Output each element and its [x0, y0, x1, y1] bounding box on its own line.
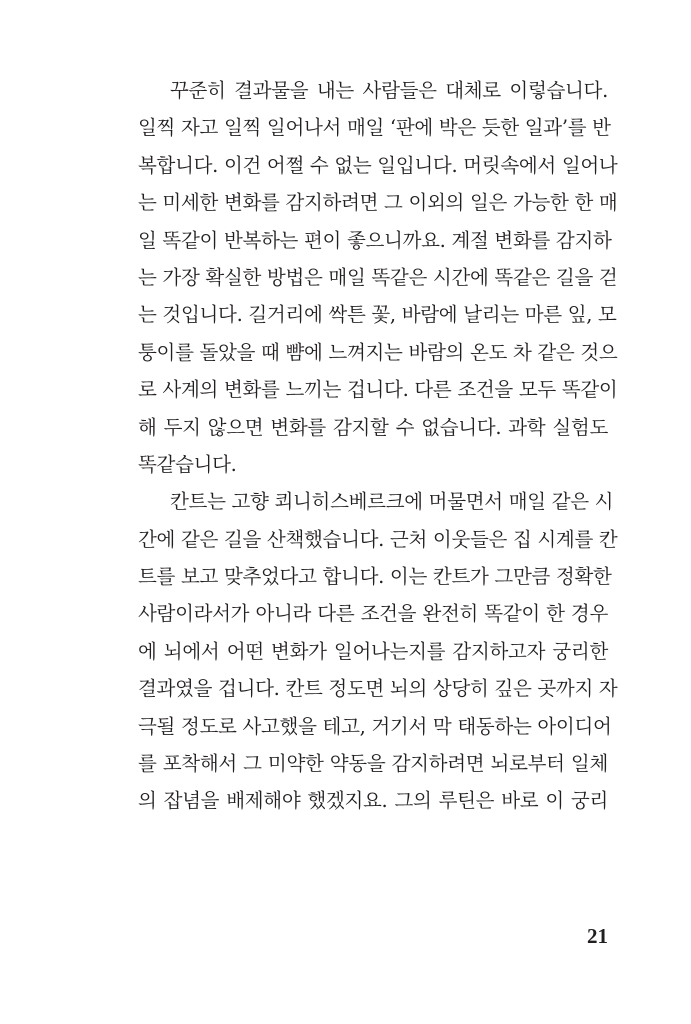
text-line: 꾸준히 결과물을 내는 사람들은 대체로 이렇습니다. — [170, 79, 608, 102]
text-line: 일 똑같이 반복하는 편이 좋으니까요. 계절 변화를 감지하 — [138, 228, 612, 252]
text-line: 트를 보고 맞추었다고 합니다. 이는 칸트가 그만큼 정확한 — [138, 565, 612, 589]
text-line: 는 미세한 변화를 감지하려면 그 이외의 일은 가능한 한 매 — [138, 191, 618, 215]
text-line: 는 것입니다. 길거리에 싹튼 꽃, 바람에 날리는 마른 잎, 모 — [138, 303, 617, 327]
text-line: 를 포착해서 그 미약한 약동을 감지하려면 뇌로부터 일체 — [138, 752, 608, 776]
text-line: 극될 정도로 사고했을 테고, 거기서 막 태동하는 아이디어 — [138, 714, 612, 738]
text-line: 복합니다. 이건 어쩔 수 없는 일입니다. 머릿속에서 일어나 — [138, 153, 618, 177]
text-line: 퉁이를 돌았을 때 뺨에 느껴지는 바람의 온도 차 같은 것으 — [138, 340, 618, 364]
text-line: 똑같습니다. — [138, 452, 237, 476]
text-line: 로 사계의 변화를 느끼는 겁니다. 다른 조건을 모두 똑같이 — [138, 378, 618, 402]
text-line: 사람이라서가 아니라 다른 조건을 완전히 똑같이 한 경우 — [138, 602, 608, 626]
text-line: 일찍 자고 일찍 일어나서 매일 ‘판에 박은 듯한 일과’를 반 — [138, 116, 611, 140]
text-line: 해 두지 않으면 변화를 감지할 수 없습니다. 과학 실험도 — [138, 415, 608, 439]
text-line: 에 뇌에서 어떤 변화가 일어나는지를 감지하고자 궁리한 — [138, 639, 608, 663]
paragraph — [138, 483, 618, 820]
paragraph — [138, 72, 618, 483]
page-number: 21 — [587, 924, 608, 948]
text-line: 칸트는 고향 쾨니히스베르크에 머물면서 매일 같은 시 — [170, 490, 614, 514]
text-line: 간에 같은 길을 산책했습니다. 근처 이웃들은 집 시계를 칸 — [138, 527, 618, 551]
body-text — [138, 72, 618, 820]
text-line: 의 잡념을 배제해야 했겠지요. 그의 루틴은 바로 이 궁리 — [138, 789, 608, 813]
text-line: 는 가장 확실한 방법은 매일 똑같은 시간에 똑같은 길을 걷 — [138, 265, 618, 289]
text-line: 결과였을 겁니다. 칸트 정도면 뇌의 상당히 깊은 곳까지 자 — [138, 677, 618, 701]
